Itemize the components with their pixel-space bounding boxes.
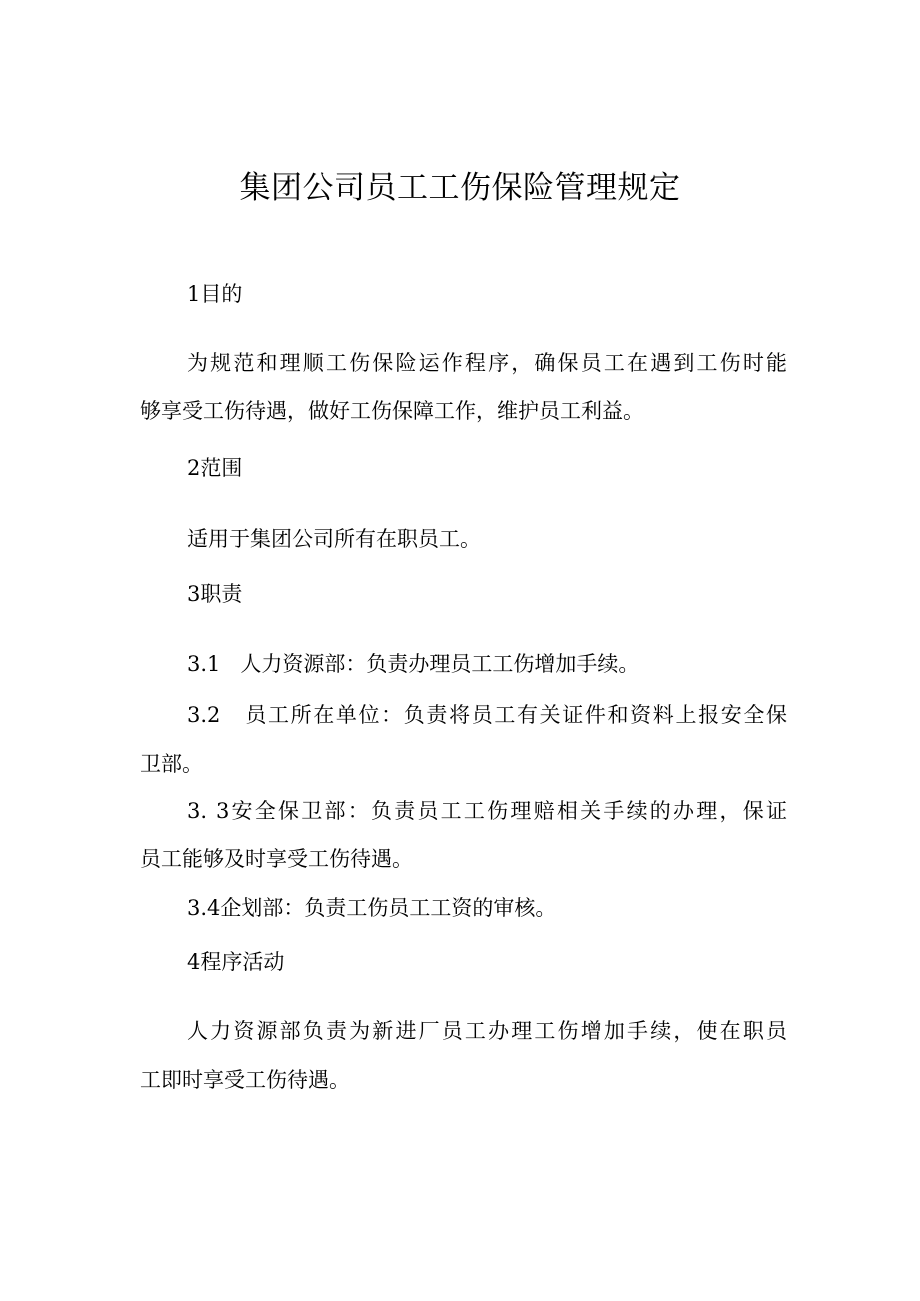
section-heading-duties: 3职责	[187, 582, 243, 606]
purpose-paragraph-line-2: 够享受工伤待遇，做好工伤保障工作，维护员工利益。	[140, 399, 644, 423]
duty-item-3-4-line-1: 3.4企划部：负责工伤员工工资的审核。	[187, 896, 557, 920]
duty-item-3-1-line-1: 3.1 人力资源部：负责办理员工工伤增加手续。	[187, 652, 640, 676]
purpose-paragraph-line-1: 为规范和理顺工伤保险运作程序，确保员工在遇到工伤时能	[187, 351, 787, 375]
duty-item-3-3-line-2: 员工能够及时享受工伤待遇。	[140, 847, 413, 871]
scope-paragraph-line-1: 适用于集团公司所有在职员工。	[187, 527, 481, 551]
procedure-paragraph-line-1: 人力资源部负责为新进厂员工办理工伤增加手续，使在职员	[187, 1019, 787, 1043]
document-title: 集团公司员工工伤保险管理规定	[239, 170, 681, 206]
duty-item-3-2-line-2: 卫部。	[140, 752, 203, 776]
duty-item-3-2-line-1: 3.2 员工所在单位：负责将员工有关证件和资料上报安全保	[187, 703, 787, 727]
duty-item-3-3-line-1: 3. 3安全保卫部：负责员工工伤理赔相关手续的办理，保证	[187, 799, 787, 823]
section-heading-purpose: 1目的	[187, 282, 243, 306]
section-heading-procedure: 4程序活动	[187, 950, 285, 974]
procedure-paragraph-line-2: 工即时享受工伤待遇。	[140, 1068, 350, 1092]
section-heading-scope: 2范围	[187, 456, 243, 480]
